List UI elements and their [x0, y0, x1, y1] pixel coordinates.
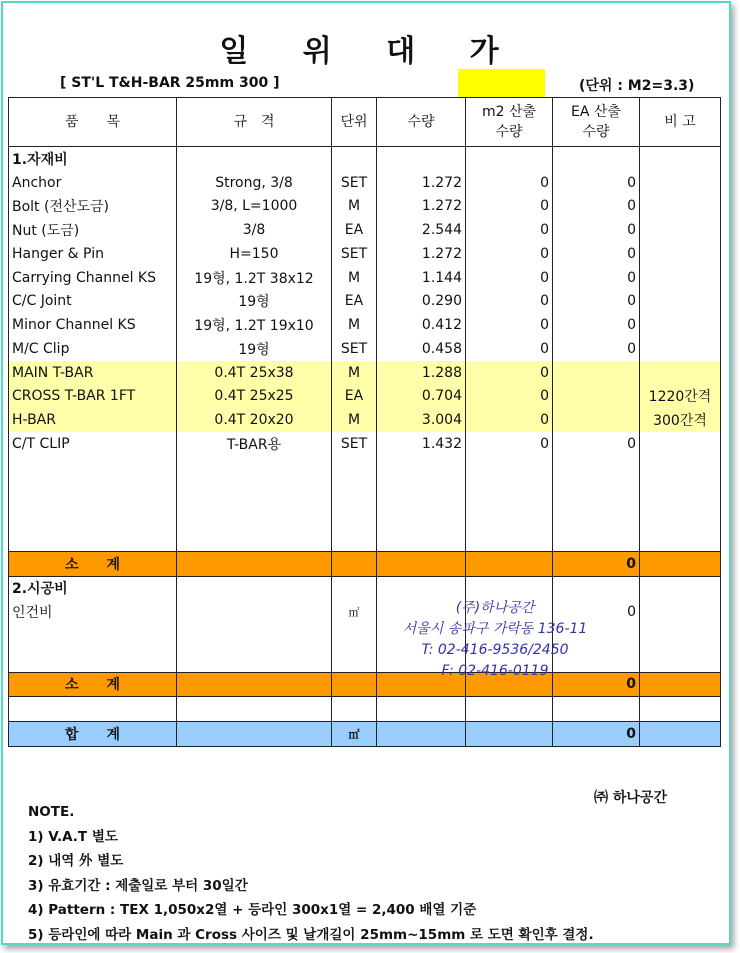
- cell-note: 300간격: [640, 408, 721, 432]
- cell-qty: 1.432: [377, 432, 466, 456]
- cell-unit: EA: [332, 290, 377, 314]
- notes-heading: NOTE.: [28, 804, 75, 820]
- subtotal-row: [9, 672, 721, 697]
- cell-ea: 0: [553, 337, 640, 361]
- cell-ea: 0: [553, 218, 640, 242]
- cell-qty: 1.272: [377, 242, 466, 266]
- cell-unit: SET: [332, 242, 377, 266]
- section-title: 1.자재비: [9, 147, 177, 171]
- note-item: 1) V.A.T 별도: [28, 828, 118, 845]
- cell-spec: T-BAR용: [177, 432, 332, 456]
- notes-block: [28, 800, 594, 947]
- cell-item: C/C Joint: [9, 290, 177, 314]
- cell-m2: 0: [466, 385, 553, 409]
- cell-spec: 3/8: [177, 218, 332, 242]
- cell-note: [640, 218, 721, 242]
- note-item: 5) 등라인에 따라 Main 과 Cross 사이즈 및 날개길이 25mm~15mm 로 도면 확인후 결정.: [28, 926, 594, 943]
- cell-note: [640, 432, 721, 456]
- table-row: [9, 218, 721, 242]
- cell-item: C/T CLIP: [9, 432, 177, 456]
- cell-item: M/C Clip: [9, 337, 177, 361]
- cell-ea: [553, 361, 640, 385]
- cell-note: [640, 171, 721, 195]
- cell-m2: 0: [466, 432, 553, 456]
- cell-note: [640, 290, 721, 314]
- note-item: 4) Pattern : TEX 1,050x2열 + 등라인 300x1열 = 2,400 배열 기준: [28, 902, 477, 918]
- subtotal-value: 0: [553, 551, 640, 576]
- cell-ea: 0: [553, 242, 640, 266]
- cell-unit: M: [332, 313, 377, 337]
- table-row: [9, 266, 721, 290]
- cell-note: [640, 313, 721, 337]
- grand-total-unit: ㎡: [332, 722, 377, 747]
- cell-item: H-BAR: [9, 408, 177, 432]
- cell-unit: EA: [332, 218, 377, 242]
- table-row: [9, 408, 721, 432]
- subtotal-label: 소 계: [9, 672, 177, 697]
- table-row: [9, 385, 721, 409]
- subtotal-label: 소 계: [9, 551, 177, 576]
- labor-ea: 0: [553, 600, 640, 624]
- cell-note: [640, 242, 721, 266]
- cell-unit: SET: [332, 432, 377, 456]
- unit-note: (단위 : M2=3.3): [579, 78, 695, 94]
- cell-ea: [553, 408, 640, 432]
- table-row: [9, 361, 721, 385]
- cell-m2: 0: [466, 266, 553, 290]
- cell-note: [640, 361, 721, 385]
- table-row: [9, 600, 721, 624]
- cell-qty: 0.290: [377, 290, 466, 314]
- cell-spec: 0.4T 25x25: [177, 385, 332, 409]
- grand-total-label: 합 계: [9, 722, 177, 747]
- cell-ea: [553, 385, 640, 409]
- table-row: [9, 171, 721, 195]
- table-row: [9, 432, 721, 456]
- cell-spec: H=150: [177, 242, 332, 266]
- table-row: [9, 337, 721, 361]
- empty-row: [9, 503, 721, 527]
- note-item: 3) 유효기간 : 제출일로 부터 30일간: [28, 877, 248, 894]
- cell-spec: 0.4T 20x20: [177, 408, 332, 432]
- header-m2-qty: m2 산출 수량: [466, 98, 553, 147]
- cell-spec: 19형, 1.2T 19x10: [177, 313, 332, 337]
- header-note: 비 고: [640, 98, 721, 147]
- cell-qty: 1.144: [377, 266, 466, 290]
- labor-unit: ㎡: [332, 600, 377, 624]
- cell-spec: 19형: [177, 290, 332, 314]
- stamp-tel: T: 02-416-9536/2450: [421, 642, 569, 658]
- stamp-fax: F: 02-416-0119: [441, 663, 549, 679]
- stamp-address: 서울시 송파구 가락동 136-11: [402, 621, 588, 637]
- grand-total-row: [9, 722, 721, 747]
- cell-unit: M: [332, 408, 377, 432]
- cell-note: [640, 337, 721, 361]
- cell-unit: M: [332, 195, 377, 219]
- note-item: 2) 내역 外 별도: [28, 853, 124, 869]
- cell-item: Bolt (전산도금): [9, 195, 177, 219]
- table-row: [9, 290, 721, 314]
- section-title: 2.시공비: [9, 576, 177, 600]
- cell-spec: 19형, 1.2T 38x12: [177, 266, 332, 290]
- cell-spec: 0.4T 25x38: [177, 361, 332, 385]
- cell-ea: 0: [553, 266, 640, 290]
- cell-m2: 0: [466, 290, 553, 314]
- cell-m2: 0: [466, 408, 553, 432]
- cell-item: Minor Channel KS: [9, 313, 177, 337]
- cell-item: Carrying Channel KS: [9, 266, 177, 290]
- table-row: [9, 313, 721, 337]
- cell-m2: 0: [466, 195, 553, 219]
- section-title-row: [9, 147, 721, 171]
- empty-row: [9, 624, 721, 648]
- header-qty: 수량: [377, 98, 466, 147]
- cell-ea: 0: [553, 313, 640, 337]
- empty-row: [9, 648, 721, 672]
- cell-qty: 0.704: [377, 385, 466, 409]
- cell-note: [640, 266, 721, 290]
- cell-qty: 1.288: [377, 361, 466, 385]
- cell-spec: 3/8, L=1000: [177, 195, 332, 219]
- cell-note: 1220간격: [640, 385, 721, 409]
- estimate-table: [8, 97, 721, 747]
- subtotal-value: 0: [553, 672, 640, 697]
- cell-qty: 1.272: [377, 195, 466, 219]
- section-title-row: [9, 576, 721, 600]
- cell-ea: 0: [553, 432, 640, 456]
- cell-m2: 0: [466, 337, 553, 361]
- subtotal-row: [9, 551, 721, 576]
- company-stamp: [380, 598, 610, 682]
- header-ea-qty: EA 산출 수량: [553, 98, 640, 147]
- labor-item: 인건비: [9, 600, 177, 624]
- cell-item: Nut (도금): [9, 218, 177, 242]
- cell-unit: EA: [332, 385, 377, 409]
- stamp-company: (주)하나공간: [455, 600, 535, 616]
- cell-m2: 0: [466, 361, 553, 385]
- cell-spec: 19형: [177, 337, 332, 361]
- spec-subtitle: [ ST'L T&H-BAR 25mm 300 ]: [60, 75, 280, 91]
- cell-item: CROSS T-BAR 1FT: [9, 385, 177, 409]
- empty-row: [9, 480, 721, 504]
- cell-qty: 3.004: [377, 408, 466, 432]
- cell-unit: SET: [332, 337, 377, 361]
- table-row: [9, 242, 721, 266]
- company-sign: ㈜ 하나공간: [594, 790, 667, 806]
- grand-total-value: 0: [553, 722, 640, 747]
- cell-ea: 0: [553, 171, 640, 195]
- cell-unit: M: [332, 361, 377, 385]
- table-row: [9, 195, 721, 219]
- empty-row: [9, 697, 721, 722]
- highlight-cell: [458, 69, 545, 97]
- cell-note: [640, 195, 721, 219]
- empty-row: [9, 527, 721, 551]
- empty-row: [9, 456, 721, 480]
- cell-item: MAIN T-BAR: [9, 361, 177, 385]
- cell-ea: 0: [553, 195, 640, 219]
- cell-item: Hanger & Pin: [9, 242, 177, 266]
- table-header: [9, 98, 721, 147]
- cell-m2: 0: [466, 242, 553, 266]
- cell-ea: 0: [553, 290, 640, 314]
- cell-spec: Strong, 3/8: [177, 171, 332, 195]
- cell-unit: SET: [332, 171, 377, 195]
- header-item: 품 목: [9, 98, 177, 147]
- cell-unit: M: [332, 266, 377, 290]
- cell-m2: 0: [466, 171, 553, 195]
- cell-m2: 0: [466, 313, 553, 337]
- cell-m2: 0: [466, 218, 553, 242]
- page-title: 일 위 대 가: [219, 34, 521, 69]
- cell-qty: 2.544: [377, 218, 466, 242]
- header-unit: 단위: [332, 98, 377, 147]
- cell-qty: 1.272: [377, 171, 466, 195]
- cell-qty: 0.412: [377, 313, 466, 337]
- header-spec: 규 격: [177, 98, 332, 147]
- cell-qty: 0.458: [377, 337, 466, 361]
- cell-item: Anchor: [9, 171, 177, 195]
